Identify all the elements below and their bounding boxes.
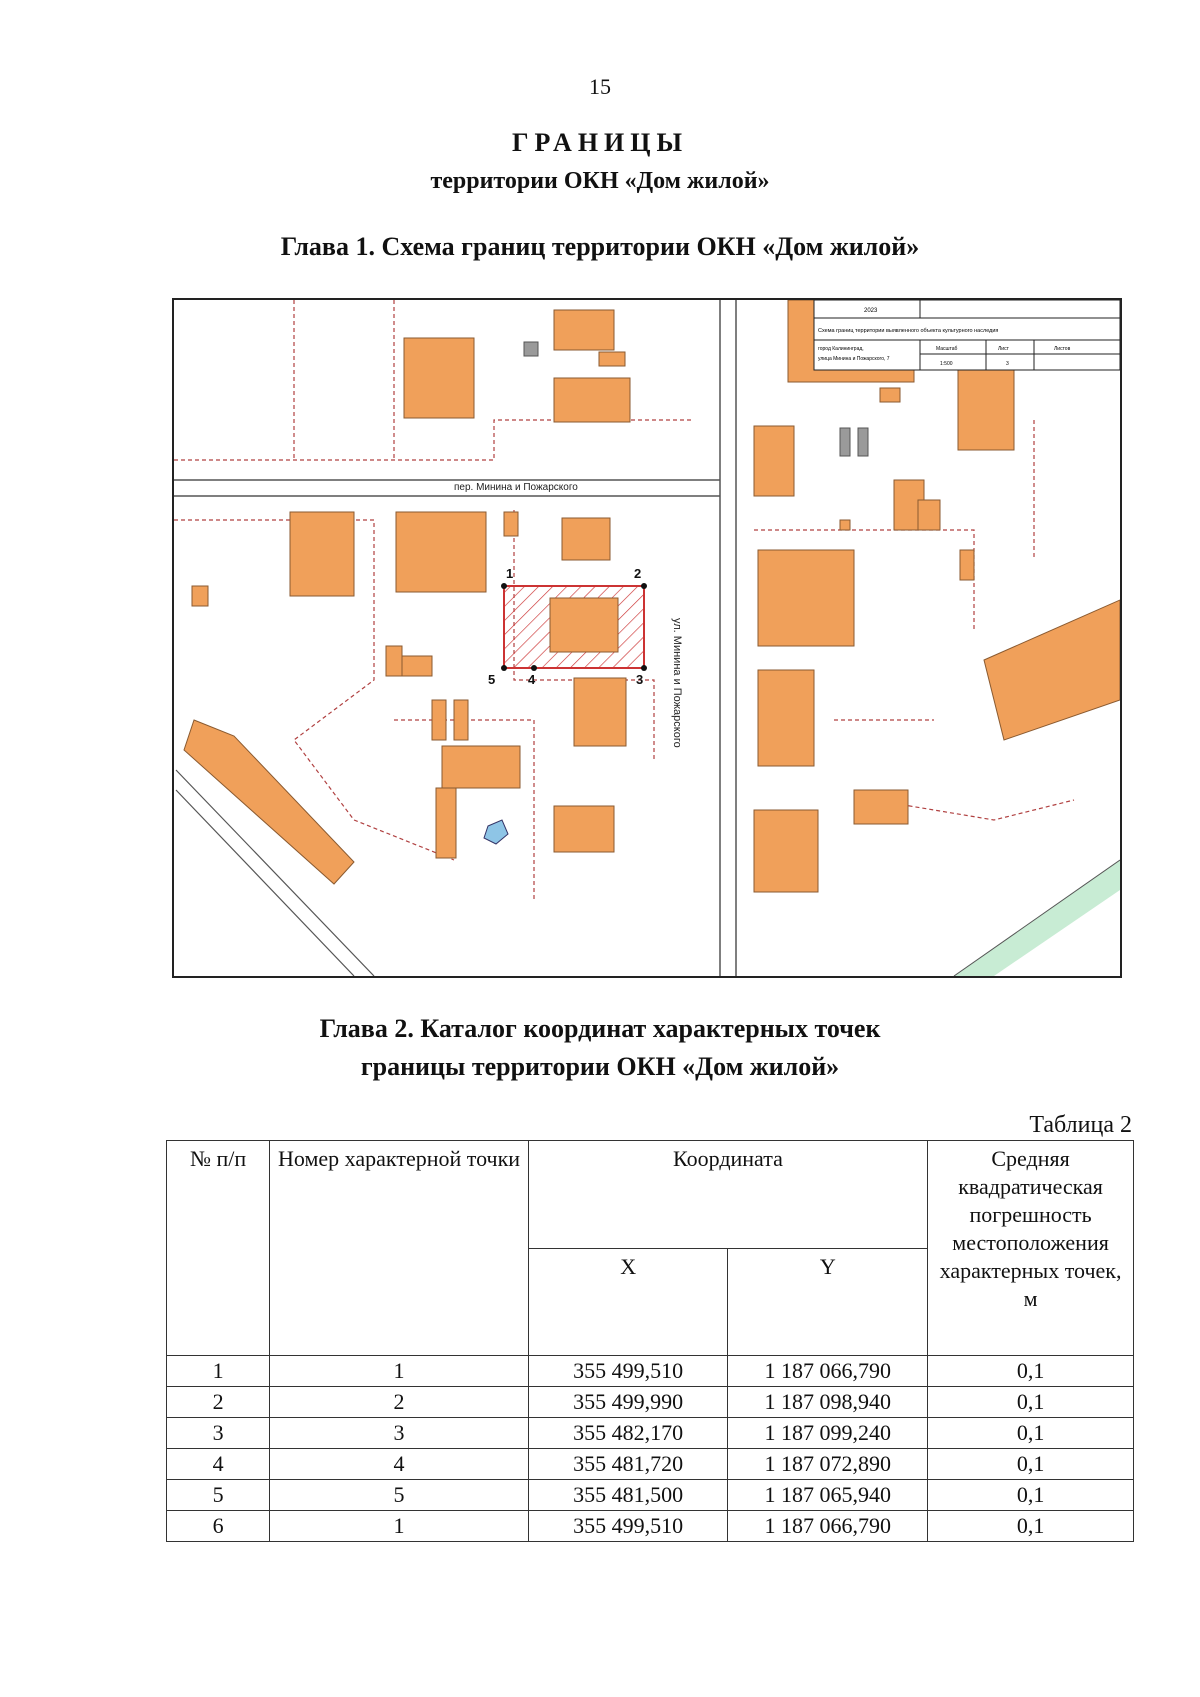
header-x: X	[528, 1248, 728, 1356]
point-label-2: 2	[634, 566, 642, 581]
cell-num: 6	[167, 1511, 270, 1542]
cell-error: 0,1	[928, 1480, 1134, 1511]
building	[758, 550, 854, 646]
header-error: Средняя квадратическая погрешность местоположения характерных точек, м	[928, 1141, 1134, 1356]
cell-num: 2	[167, 1387, 270, 1418]
table-row	[167, 1418, 1134, 1449]
stamp-sheet-label: Лист	[998, 346, 1009, 352]
table-row	[167, 1480, 1134, 1511]
cell-error: 0,1	[928, 1356, 1134, 1387]
building	[192, 586, 208, 606]
object-building	[550, 598, 618, 652]
cell-num: 1	[167, 1356, 270, 1387]
building	[599, 352, 625, 366]
stamp-scale-label: Масштаб	[936, 346, 958, 352]
cell-y: 1 187 065,940	[728, 1480, 928, 1511]
building	[386, 646, 402, 676]
building	[840, 520, 850, 530]
stamp-scale-value: 1:500	[940, 361, 953, 367]
chapter2-heading	[0, 1010, 1200, 1086]
cell-x: 355 481,500	[528, 1480, 728, 1511]
building	[290, 512, 354, 596]
cell-y: 1 187 099,240	[728, 1418, 928, 1449]
boundary-scheme-map	[172, 298, 1122, 978]
cell-point: 1	[270, 1356, 529, 1387]
building	[854, 790, 908, 824]
road-edge	[954, 860, 1120, 976]
cell-error: 0,1	[928, 1418, 1134, 1449]
building	[758, 670, 814, 766]
cell-point: 2	[270, 1387, 529, 1418]
building	[574, 678, 626, 746]
building	[918, 500, 940, 530]
document-title: ГРАНИЦЫ	[511, 128, 689, 157]
cell-y: 1 187 072,890	[728, 1449, 928, 1480]
chapter2-line1: Глава 2. Каталог координат характерных точек	[319, 1014, 881, 1043]
cell-x: 355 499,510	[528, 1356, 728, 1387]
cell-y: 1 187 066,790	[728, 1511, 928, 1542]
building	[432, 700, 446, 740]
building	[554, 806, 614, 852]
cell-error: 0,1	[928, 1511, 1134, 1542]
cell-x: 355 499,990	[528, 1387, 728, 1418]
building	[396, 512, 486, 592]
building	[880, 388, 900, 402]
table-caption: Таблица 2	[1029, 1112, 1132, 1138]
cell-point: 1	[270, 1511, 529, 1542]
cell-num: 5	[167, 1480, 270, 1511]
cell-y: 1 187 066,790	[728, 1356, 928, 1387]
cell-num: 3	[167, 1418, 270, 1449]
building	[754, 426, 794, 496]
header-coordinate: Координата	[528, 1141, 927, 1249]
header-point: Номер характерной точки	[270, 1141, 529, 1356]
building	[402, 656, 432, 676]
chapter2-line2: границы территории ОКН «Дом жилой»	[360, 1052, 840, 1081]
stamp-address-1: город Калининград,	[818, 346, 864, 352]
header-y: Y	[728, 1248, 928, 1356]
building	[454, 700, 468, 740]
building	[184, 720, 354, 884]
header-num: № п/п	[167, 1141, 270, 1356]
building	[960, 550, 974, 580]
cell-point: 3	[270, 1418, 529, 1449]
point-label-4: 4	[528, 672, 536, 687]
building	[554, 310, 614, 350]
building	[504, 512, 518, 536]
cell-x: 355 481,720	[528, 1449, 728, 1480]
chapter1-heading: Глава 1. Схема границ территории ОКН «Дом жилой»	[280, 232, 920, 261]
pond	[484, 820, 508, 844]
table-row	[167, 1511, 1134, 1542]
page-number: 15	[589, 74, 611, 99]
stamp-address-2: улица Минина и Пожарского, 7	[818, 356, 890, 362]
point-label-3: 3	[636, 672, 644, 687]
stamp-year: 2023	[864, 308, 878, 314]
stamp-sheet-value: 3	[1006, 361, 1009, 367]
table-row	[167, 1449, 1134, 1480]
map-drawing	[174, 300, 1120, 976]
street-label-lane: пер. Минина и Пожарского	[454, 482, 578, 493]
building	[404, 338, 474, 418]
stamp-description: Схема границ территории выявленного объекта культурного наследия	[818, 328, 999, 334]
building	[984, 600, 1120, 740]
building	[554, 378, 630, 422]
street-label-street: ул. Минина и Пожарского	[671, 618, 683, 748]
building	[442, 746, 520, 788]
point-label-1: 1	[506, 566, 514, 581]
cell-point: 4	[270, 1449, 529, 1480]
cell-point: 5	[270, 1480, 529, 1511]
building	[754, 810, 818, 892]
cell-y: 1 187 098,940	[728, 1387, 928, 1418]
cell-num: 4	[167, 1449, 270, 1480]
cell-x: 355 499,510	[528, 1511, 728, 1542]
cell-error: 0,1	[928, 1449, 1134, 1480]
point-label-5: 5	[488, 672, 496, 687]
stamp-sheets-label: Листов	[1054, 346, 1071, 352]
cell-x: 355 482,170	[528, 1418, 728, 1449]
buildings	[184, 300, 1120, 892]
coordinates-table	[166, 1140, 1134, 1542]
table-row	[167, 1356, 1134, 1387]
cell-error: 0,1	[928, 1387, 1134, 1418]
building	[436, 788, 456, 858]
building	[562, 518, 610, 560]
table-row	[167, 1387, 1134, 1418]
title-stamp	[814, 300, 1120, 370]
document-subtitle: территории ОКН «Дом жилой»	[430, 168, 770, 194]
